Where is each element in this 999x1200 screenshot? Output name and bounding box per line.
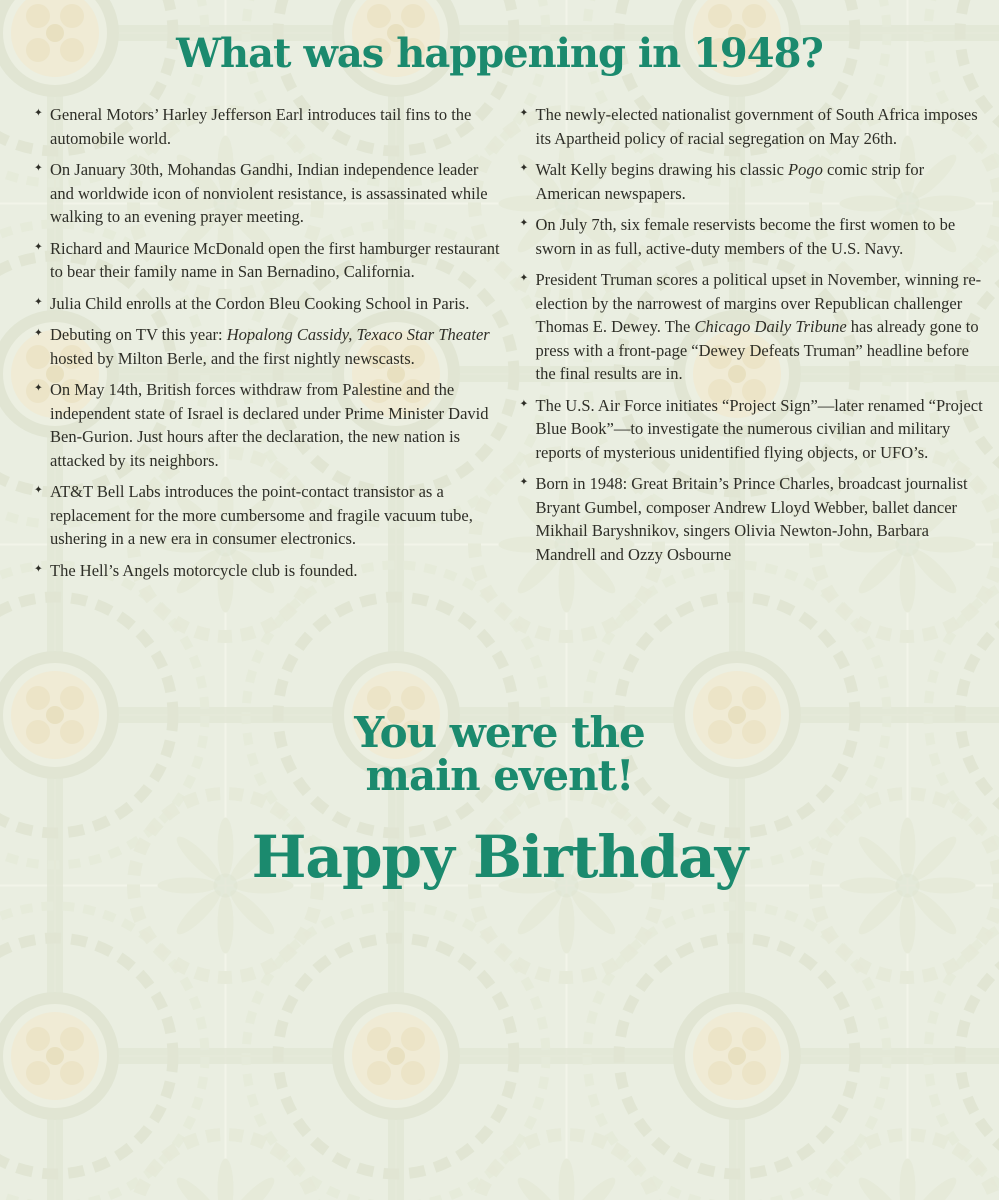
event-item [520,213,990,260]
diamond-bullet-icon: ✦ [34,296,43,308]
event-text: On May 14th, British forces withdraw from Palestine and the independent state of Israel is declared under Prime Minister David Ben-Gurion. Just hours after the declaration, the new nation is attacked by its neighbors. [50,380,489,470]
event-text: The Hell’s Angels motorcycle club is founded. [50,560,358,580]
diamond-bullet-icon: ✦ [519,477,529,488]
page-title: What was happening in 1948? [176,30,823,77]
event-text: Born in 1948: Great Britain’s Prince Charles, broadcast journalist Bryant Gumbel, composer Andrew Lloyd Webber, ballet dancer Mikhail Baryshnikov, singers Olivia Newton-John, Barbara Mandrell and Ozzy Osbourne [535,474,968,564]
diamond-bullet-icon: ✦ [519,218,529,229]
event-item [34,480,504,551]
diamond-bullet-icon: ✦ [34,485,43,496]
closing-lines [0,708,999,800]
closing-line-2: main event! [365,750,634,800]
event-item [34,378,504,472]
event-item [34,158,504,229]
diamond-bullet-icon: ✦ [34,163,43,174]
diamond-bullet-icon: ✦ [519,273,529,284]
event-text: President Truman scores a political upset in November, winning re-election by the narrowest of margins over Republican challenger Thomas E. Dewey. The Chicago Daily Tribune has already gone to press with a front-page “Dewey Defeats Truman” headline before the final results are in. [535,270,982,383]
diamond-bullet-icon: ✦ [34,241,43,253]
events-columns [0,77,999,590]
event-text: Walt Kelly begins drawing his classic Pogo comic strip for American newspapers. [535,160,925,203]
diamond-bullet-icon: ✦ [34,383,43,394]
event-text: On January 30th, Mohandas Gandhi, Indian independence leader and worldwide icon of nonviolent resistance, is assassinated while walking to an evening prayer meeting. [50,160,488,226]
diamond-bullet-icon: ✦ [519,398,529,410]
happy-birthday-heading: Happy Birthday [251,822,748,891]
event-item [34,559,504,583]
closing-line-1: You were the [354,708,645,757]
event-item [34,237,504,284]
event-item [34,103,504,150]
event-text: Julia Child enrolls at the Cordon Bleu Cooking School in Paris. [50,293,470,313]
event-text: The newly-elected nationalist government of South Africa imposes its Apartheid policy of racial segregation on May 26th. [535,105,978,148]
event-item [520,103,990,150]
event-item [34,292,504,316]
diamond-bullet-icon: ✦ [519,108,529,119]
event-item [520,158,990,205]
event-item [520,472,990,566]
diamond-bullet-icon: ✦ [34,328,43,339]
event-item [34,323,504,370]
event-text: AT&T Bell Labs introduces the point-contact transistor as a replacement for the more cumbersome and fragile vacuum tube, ushering in a new era in consumer electronics. [50,482,473,548]
event-text: General Motors’ Harley Jefferson Earl introduces tail fins to the automobile world. [50,105,472,148]
events-column-left [34,103,504,590]
events-column-right [520,103,990,590]
event-item [520,268,990,386]
event-text: Richard and Maurice McDonald open the first hamburger restaurant to bear their family name in San Bernadino, California. [50,238,500,281]
diamond-bullet-icon: ✦ [519,163,529,174]
event-text: Debuting on TV this year: Hopalong Cassidy, Texaco Star Theater hosted by Milton Berle, and the first nightly newscasts. [50,325,490,368]
closing-message [0,708,999,891]
event-item [520,394,990,465]
diamond-bullet-icon: ✦ [34,563,43,575]
event-text: The U.S. Air Force initiates “Project Sign”—later renamed “Project Blue Book”—to investigate the numerous civilian and military reports of mysterious unidentified flying objects, or UFO’s. [535,395,983,462]
diamond-bullet-icon: ✦ [34,108,43,119]
event-text: On July 7th, six female reservists become the first women to be sworn in as full, active-duty members of the U.S. Navy. [535,215,956,258]
